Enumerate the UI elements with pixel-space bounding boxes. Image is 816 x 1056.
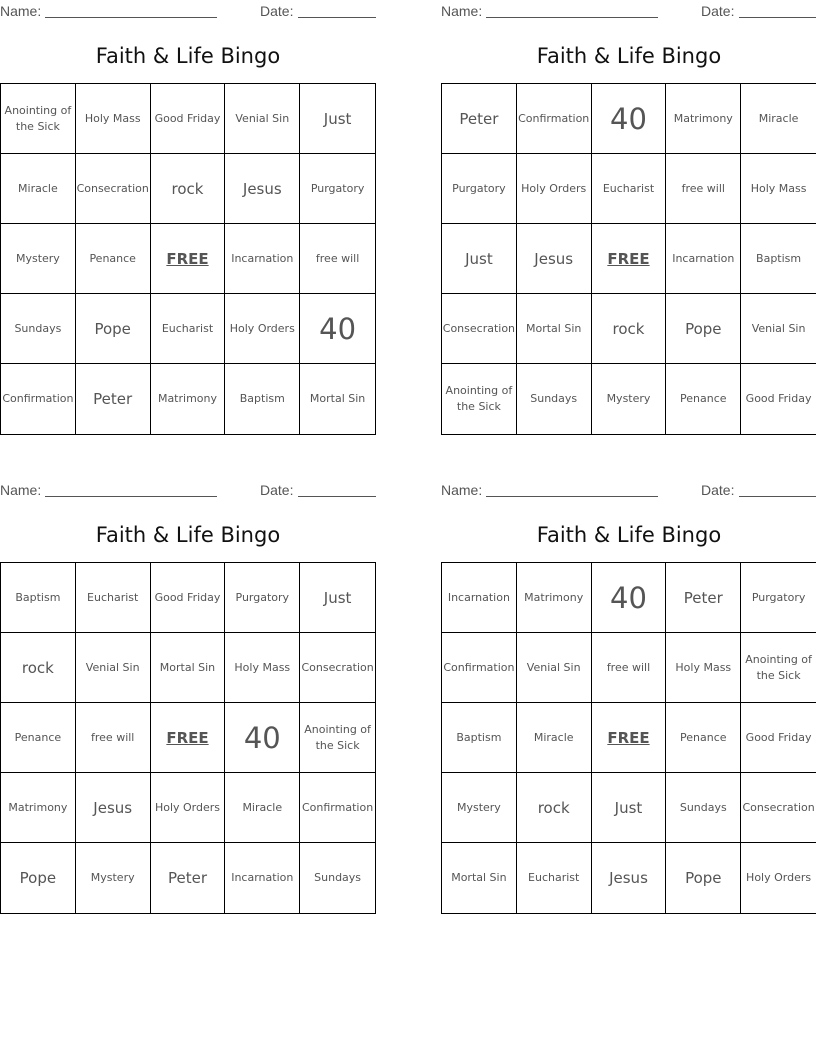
bingo-cell: rock [1,633,76,703]
bingo-cell: Mystery [76,843,151,913]
bingo-cell: Miracle [741,84,816,154]
date-line[interactable] [739,17,816,18]
bingo-cell: Jesus [225,154,300,224]
bingo-cell: Consecration [300,633,375,703]
bingo-cell: Pope [76,294,151,364]
bingo-cell: Incarnation [442,563,517,633]
bingo-cell: Eucharist [517,843,592,913]
bingo-cell: Holy Mass [225,633,300,703]
bingo-cell: Mortal Sin [151,633,226,703]
bingo-cell: Jesus [592,843,667,913]
free-space: FREE [592,703,667,773]
bingo-cell: Anointing of the Sick [1,84,76,154]
bingo-row [442,154,816,224]
bingo-cell: Consecration [76,154,151,224]
date-label: Date: [260,3,294,19]
bingo-cell: Consecration [442,294,517,364]
bingo-row [442,224,816,294]
bingo-cell: free will [300,224,375,294]
bingo-cell: free will [666,154,741,224]
bingo-grid [441,562,816,914]
bingo-cell: Good Friday [745,392,812,405]
bingo-cell: Baptism [442,703,517,773]
bingo-cell: Penance [76,224,151,294]
bingo-cell: Sundays [517,364,592,434]
bingo-cell: Matrimony [1,773,76,843]
bingo-cell: Mystery [1,224,76,294]
bingo-cell: Eucharist [151,294,226,364]
name-label: Name: [0,3,42,19]
bingo-cell: Purgatory [225,563,300,633]
bingo-cell: Pope [666,843,741,913]
bingo-cell: Eucharist [76,563,151,633]
bingo-row [442,563,816,633]
bingo-row [1,154,375,224]
bingo-cell: Anointing of the Sick [300,703,375,773]
bingo-cell: Venial Sin [76,633,151,703]
bingo-cell: Just [442,224,517,294]
bingo-cell: Penance [666,703,741,773]
free-space: FREE [151,224,226,294]
bingo-cell: Holy Orders [151,773,226,843]
name-label: Name: [441,482,483,498]
date-line[interactable] [739,496,816,497]
bingo-cell: Peter [442,84,517,154]
bingo-cell: Sundays [314,871,362,884]
bingo-cell: Sundays [1,294,76,364]
date-line[interactable] [298,17,376,18]
bingo-cell: rock [517,773,592,843]
bingo-cell: Jesus [76,773,151,843]
bingo-row [1,364,375,434]
bingo-cell: Pope [666,294,741,364]
card-header [441,0,816,20]
bingo-cell: Matrimony [666,84,741,154]
bingo-row [442,364,816,434]
bingo-row [442,843,816,913]
name-label: Name: [441,3,483,19]
bingo-cell: Purgatory [442,154,517,224]
card-header [0,0,376,20]
bingo-cell: Peter [151,843,226,913]
bingo-row [442,703,816,773]
free-space: FREE [151,703,226,773]
card-title: Faith & Life Bingo [536,44,722,68]
bingo-cell: Just [300,563,375,633]
bingo-card [441,479,816,913]
bingo-cell: Baptism [741,224,816,294]
card-header [441,479,816,499]
bingo-cell: Eucharist [592,154,667,224]
bingo-cell: 40 [225,703,300,773]
bingo-cell: Sundays [666,773,741,843]
bingo-cell: Just [592,773,667,843]
bingo-row [1,84,375,154]
bingo-cell: Good Friday [151,563,226,633]
bingo-grid [441,83,816,435]
bingo-cell: Pope [1,843,76,913]
bingo-cell: Miracle [1,154,76,224]
bingo-row [442,294,816,364]
bingo-cell: Venial Sin [517,633,592,703]
bingo-cell: rock [592,294,667,364]
bingo-cell: rock [151,154,226,224]
bingo-cell: Mortal Sin [517,294,592,364]
card-title: Faith & Life Bingo [536,523,722,547]
name-line[interactable] [486,496,658,497]
bingo-cell: Baptism [1,563,76,633]
bingo-cell: Holy Orders [517,154,592,224]
bingo-card [0,0,376,434]
bingo-card [441,0,816,434]
bingo-grid [0,83,376,435]
card-title: Faith & Life Bingo [95,44,281,68]
bingo-cell: Holy Orders [225,294,300,364]
bingo-cell: Mortal Sin [309,392,366,405]
bingo-cell: Just [300,84,375,154]
name-label: Name: [0,482,42,498]
bingo-cell: Confirmation [517,84,592,154]
bingo-cell: Peter [666,563,741,633]
bingo-cell: Holy Orders [746,871,812,884]
bingo-cell: Venial Sin [225,84,300,154]
card-title: Faith & Life Bingo [95,523,281,547]
bingo-card [0,479,376,913]
bingo-row [1,703,375,773]
bingo-cell: free will [76,703,151,773]
bingo-cell: Incarnation [225,843,300,913]
bingo-cell: Penance [666,364,741,434]
bingo-cell: Mystery [442,773,517,843]
bingo-cell: Miracle [225,773,300,843]
bingo-cell: Mystery [592,364,667,434]
bingo-row [1,843,375,913]
date-label: Date: [701,3,735,19]
card-header [0,479,376,499]
bingo-cell: 40 [300,294,375,364]
bingo-cell: Venial Sin [741,294,816,364]
bingo-cell: Matrimony [151,364,226,434]
bingo-cell: Mortal Sin [442,843,517,913]
bingo-cell: Confirmation [300,773,375,843]
bingo-cell: Consecration [741,773,816,843]
bingo-row [1,563,375,633]
bingo-row [1,294,375,364]
bingo-cell: Good Friday [741,703,816,773]
name-line[interactable] [45,17,217,18]
bingo-cell: Holy Mass [666,633,741,703]
date-line[interactable] [298,496,376,497]
bingo-row [1,773,375,843]
bingo-cell: Anointing of the Sick [442,364,517,434]
name-line[interactable] [45,496,217,497]
free-space: FREE [592,224,667,294]
bingo-cell: 40 [592,84,667,154]
bingo-cell: Jesus [517,224,592,294]
date-label: Date: [260,482,294,498]
bingo-grid [0,562,376,914]
bingo-cell: Confirmation [1,364,76,434]
bingo-cell: Matrimony [517,563,592,633]
bingo-cell: Penance [1,703,76,773]
bingo-cell: Holy Mass [76,84,151,154]
bingo-row [442,633,816,703]
name-line[interactable] [486,17,658,18]
bingo-cell: Confirmation [442,633,517,703]
bingo-cell: Anointing of the Sick [741,633,816,703]
bingo-cell: Peter [76,364,151,434]
bingo-cell: Miracle [517,703,592,773]
bingo-cell: Holy Mass [741,154,816,224]
bingo-cell: Incarnation [225,224,300,294]
bingo-row [442,773,816,843]
bingo-cell: Incarnation [666,224,741,294]
bingo-cell: Good Friday [151,84,226,154]
bingo-cell: 40 [592,563,667,633]
bingo-row [442,84,816,154]
bingo-row [1,224,375,294]
bingo-cell: Purgatory [741,563,816,633]
bingo-cell: Purgatory [300,154,375,224]
bingo-row [1,633,375,703]
bingo-cell: Baptism [225,364,300,434]
date-label: Date: [701,482,735,498]
bingo-cell: free will [592,633,667,703]
